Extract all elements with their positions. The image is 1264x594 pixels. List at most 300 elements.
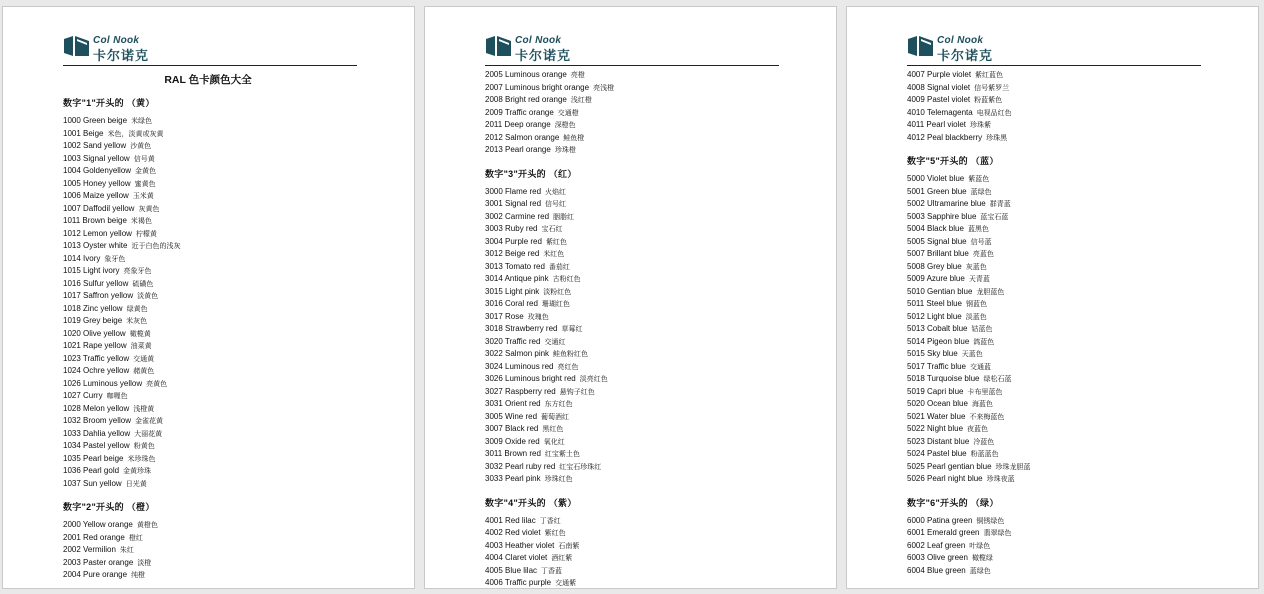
color-list	[63, 519, 363, 582]
color-chinese-name: 夜蓝色	[967, 425, 989, 433]
color-code-name: 2001 Red orange	[63, 532, 125, 542]
color-chinese-name: 铜锈绿色	[976, 516, 1005, 525]
color-list-item	[485, 69, 785, 82]
color-chinese-name: 鸽蓝色	[973, 337, 995, 346]
color-code-name: 1002 Sand yellow	[63, 141, 127, 150]
color-code-name: 4004 Claret violet	[485, 553, 548, 562]
color-code-name: 1028 Melon yellow	[63, 403, 130, 413]
color-chinese-name: 淡亮红色	[579, 375, 608, 383]
color-code-name: 3014 Antique pink	[485, 274, 549, 283]
color-code-name: 1001 Beige	[63, 128, 104, 138]
color-code-name: 3013 Tomato red	[485, 261, 545, 271]
color-chinese-name: 金雀花黄	[135, 417, 164, 425]
color-list-item	[63, 228, 363, 241]
color-chinese-name: 信号蓝	[970, 237, 992, 246]
section-heading: 数字"1"开头的 （黄）	[63, 98, 155, 108]
color-code-name: 2003 Paster orange	[63, 557, 134, 567]
color-code-name: 6003 Olive green	[907, 553, 968, 562]
color-list-item	[907, 423, 1207, 436]
color-chinese-name: 胭脂红	[553, 212, 575, 221]
color-code-name: 1014 Ivory	[63, 253, 101, 263]
brand-mark-icon	[63, 35, 90, 57]
color-sections	[907, 69, 1207, 577]
color-chinese-name: 绿松石蓝	[983, 375, 1012, 383]
color-code-name: 5000 Violet blue	[907, 174, 965, 183]
color-code-name: 6000 Patina green	[907, 515, 973, 525]
color-code-name: 5011 Steel blue	[907, 299, 963, 308]
color-list-item	[63, 532, 363, 545]
color-list	[907, 69, 1207, 144]
color-code-name: 3032 Pearl ruby red	[485, 461, 556, 471]
color-chinese-name: 翡翠绿色	[983, 529, 1012, 537]
color-list-item	[485, 473, 785, 486]
color-chinese-name: 信号紫罗兰	[974, 83, 1010, 92]
color-chinese-name: 亮蓝色	[972, 250, 994, 258]
color-chinese-name: 淡粉红色	[543, 287, 572, 296]
color-chinese-name: 紫红色	[544, 529, 566, 537]
color-list-item	[907, 540, 1207, 553]
color-chinese-name: 橄榄绿	[971, 554, 993, 562]
brand-name-cn: 卡尔诺克	[515, 49, 572, 64]
document-page-1	[2, 6, 415, 589]
color-chinese-name: 东方红色	[544, 400, 573, 408]
color-chinese-name: 丁香蓝	[541, 566, 563, 575]
color-code-name: 1018 Zinc yellow	[63, 303, 123, 313]
color-code-name: 5019 Capri blue	[907, 386, 964, 396]
color-code-name: 5014 Pigeon blue	[907, 336, 970, 346]
color-list-item	[63, 415, 363, 428]
color-code-name: 3003 Ruby red	[485, 224, 538, 233]
color-code-name: 4002 Red violet	[485, 528, 541, 537]
color-list-item	[63, 328, 363, 341]
color-list-item	[485, 119, 785, 132]
color-chinese-name: 灰蓝色	[965, 262, 987, 271]
color-code-name: 1019 Grey beige	[63, 316, 123, 325]
section-gap	[907, 144, 1207, 150]
color-chinese-name: 粉蓝紫色	[974, 96, 1003, 104]
color-chinese-name: 淡蓝色	[965, 312, 987, 321]
color-code-name: 5018 Turquoise blue	[907, 374, 980, 383]
color-list-item	[907, 336, 1207, 349]
document-page-3	[846, 6, 1259, 589]
color-chinese-name: 日光黄	[125, 479, 147, 488]
color-chinese-name: 亮浅橙	[593, 83, 615, 92]
color-list-item	[907, 94, 1207, 107]
color-code-name: 3027 Raspberry red	[485, 386, 556, 396]
color-chinese-name: 金黄珍珠	[123, 467, 152, 475]
color-code-name: 6004 Blue green	[907, 565, 966, 575]
color-chinese-name: 玉米黄	[132, 192, 154, 200]
color-code-name: 1003 Signal yellow	[63, 153, 130, 163]
color-list-item	[907, 273, 1207, 286]
color-code-name: 5005 Signal blue	[907, 236, 967, 246]
color-chinese-name: 蜜黄色	[134, 179, 156, 188]
color-list-item	[485, 273, 785, 286]
section-heading: 数字"6"开头的 （绿）	[907, 497, 999, 508]
color-chinese-name: 淡橙	[137, 558, 152, 567]
color-chinese-name: 古粉红色	[552, 275, 581, 283]
color-chinese-name: 大丽花黄	[134, 429, 163, 438]
color-list-item	[63, 190, 363, 203]
color-code-name: 3011 Brown red	[485, 449, 541, 458]
color-chinese-name: 橄榄黄	[129, 329, 151, 338]
color-chinese-name: 宝石红	[541, 225, 563, 233]
color-list-item	[907, 386, 1207, 399]
color-chinese-name: 珍珠龙胆蓝	[995, 462, 1031, 471]
color-code-name: 2005 Luminous orange	[485, 70, 567, 79]
color-chinese-name: 珍珠红色	[544, 475, 573, 483]
color-sections	[63, 96, 363, 582]
color-list-item	[907, 565, 1207, 578]
color-chinese-name: 深橙色	[554, 121, 576, 129]
color-list-item	[907, 473, 1207, 486]
color-list-item	[485, 94, 785, 107]
color-code-name: 6002 Leaf green	[907, 540, 966, 550]
color-list-item	[485, 515, 785, 528]
color-list-item	[907, 527, 1207, 540]
color-code-name: 2012 Salmon orange	[485, 132, 560, 142]
color-list-item	[485, 311, 785, 324]
color-chinese-name: 粉黄色	[133, 442, 155, 450]
color-list-item	[485, 461, 785, 474]
color-chinese-name: 柠檬黄	[135, 229, 157, 238]
color-code-name: 3016 Coral red	[485, 299, 538, 308]
color-code-name: 5013 Cobalt blue	[907, 324, 968, 333]
color-code-name: 3031 Orient red	[485, 399, 541, 408]
color-code-name: 3018 Strawberry red	[485, 324, 558, 333]
color-chinese-name: 黑红色	[542, 425, 564, 433]
color-chinese-name: 天蓝色	[961, 350, 983, 358]
color-chinese-name: 硫磺色	[132, 279, 154, 288]
color-code-name: 5024 Pastel blue	[907, 449, 967, 458]
color-code-name: 5003 Sapphire blue	[907, 211, 977, 221]
color-list-item	[907, 261, 1207, 274]
section-gap	[485, 486, 785, 492]
color-list-item	[907, 248, 1207, 261]
color-code-name: 4003 Heather violet	[485, 540, 555, 550]
color-chinese-name: 珍珠橙	[554, 146, 576, 154]
color-list-item	[485, 540, 785, 553]
color-list-item	[907, 448, 1207, 461]
color-chinese-name: 冷蓝色	[973, 437, 995, 446]
color-list-item	[907, 552, 1207, 565]
color-chinese-name: 红宝石珍珠红	[559, 462, 602, 471]
color-list	[63, 115, 363, 490]
color-chinese-name: 海蓝色	[971, 400, 993, 408]
color-chinese-name: 电视品红色	[976, 108, 1012, 117]
header-rule	[63, 65, 357, 66]
color-chinese-name: 米褐色	[130, 217, 152, 225]
color-list-item	[485, 261, 785, 274]
color-code-name: 1006 Maize yellow	[63, 191, 129, 200]
color-code-name: 1016 Sulfur yellow	[63, 278, 129, 288]
color-code-name: 4011 Pearl violet	[907, 120, 966, 129]
color-code-name: 3033 Pearl pink	[485, 474, 541, 483]
color-code-name: 2008 Bright red orange	[485, 95, 567, 104]
color-list-item	[485, 448, 785, 461]
color-chinese-name: 鲑鱼橙	[563, 133, 585, 142]
color-code-name: 1013 Oyster white	[63, 241, 128, 250]
color-list-item	[907, 211, 1207, 224]
color-list-item	[485, 361, 785, 374]
brand-name-en: Col Nook	[515, 35, 562, 46]
color-code-name: 4009 Pastel violet	[907, 95, 971, 104]
color-list-item	[485, 373, 785, 386]
color-code-name: 4008 Signal violet	[907, 82, 971, 92]
color-list-item	[485, 107, 785, 120]
color-code-name: 3026 Luminous bright red	[485, 374, 576, 383]
color-chinese-name: 亮黄色	[146, 379, 168, 388]
color-chinese-name: 米红色	[543, 250, 565, 258]
color-chinese-name: 葡萄酒红	[541, 412, 570, 421]
color-chinese-name: 钢蓝色	[966, 300, 988, 308]
color-chinese-name: 蓝绿色	[969, 566, 991, 575]
color-code-name: 5015 Sky blue	[907, 349, 958, 358]
color-code-name: 5022 Night blue	[907, 424, 964, 433]
color-chinese-name: 米灰色	[126, 317, 148, 325]
color-list-item	[907, 236, 1207, 249]
color-code-name: 2000 Yellow orange	[63, 520, 133, 529]
color-list-item	[485, 82, 785, 95]
color-code-name: 6001 Emerald green	[907, 528, 980, 537]
color-list-item	[485, 336, 785, 349]
color-code-name: 5010 Gentian blue	[907, 286, 973, 296]
section-gap	[63, 490, 363, 496]
color-chinese-name: 交通红	[544, 337, 566, 346]
color-list-item	[63, 153, 363, 166]
color-list-item	[63, 115, 363, 128]
color-chinese-name: 蓝宝石蓝	[980, 212, 1009, 221]
color-chinese-name: 亮红色	[557, 362, 579, 371]
color-list	[485, 186, 785, 486]
color-code-name: 1020 Olive yellow	[63, 328, 126, 338]
color-list-item	[63, 290, 363, 303]
color-code-name: 1035 Pearl beige	[63, 453, 124, 463]
color-chinese-name: 氧化红	[543, 437, 565, 446]
color-chinese-name: 交通紫	[555, 579, 577, 587]
color-chinese-name: 群青蓝	[989, 200, 1011, 208]
color-list	[485, 515, 785, 590]
color-code-name: 3005 Wine red	[485, 411, 538, 421]
color-list-item	[63, 569, 363, 582]
color-chinese-name: 米珍珠色	[127, 454, 156, 463]
color-list-item	[907, 132, 1207, 145]
color-chinese-name: 丁香红	[539, 516, 561, 525]
section-heading: 数字"4"开头的 （紫）	[485, 497, 577, 508]
color-list-item	[63, 178, 363, 191]
color-list-item	[907, 198, 1207, 211]
color-code-name: 1023 Traffic yellow	[63, 353, 130, 363]
color-list-item	[63, 165, 363, 178]
color-list-item	[907, 223, 1207, 236]
color-list-item	[485, 223, 785, 236]
color-code-name: 3002 Carmine red	[485, 211, 550, 221]
color-list-item	[907, 186, 1207, 199]
color-code-name: 1021 Rape yellow	[63, 341, 127, 350]
color-chinese-name: 红宝紫土色	[544, 450, 580, 458]
color-chinese-name: 珍珠夜蓝	[986, 475, 1015, 483]
color-code-name: 4001 Red lilac	[485, 515, 536, 525]
color-chinese-name: 米色，淡黄或灰黄	[107, 129, 164, 138]
color-code-name: 1032 Broom yellow	[63, 416, 132, 425]
color-chinese-name: 朱红	[119, 546, 134, 554]
color-code-name: 1012 Lemon yellow	[63, 228, 132, 238]
color-chinese-name: 卡布里蓝色	[967, 387, 1003, 396]
color-list-item	[485, 552, 785, 565]
brand-name-cn: 卡尔诺克	[937, 49, 994, 64]
color-code-name: 4007 Purple violet	[907, 70, 972, 79]
color-list-item	[485, 144, 785, 157]
color-list-item	[485, 248, 785, 261]
color-chinese-name: 玫瑰色	[527, 312, 549, 321]
color-chinese-name: 近于白色的浅灰	[131, 242, 181, 250]
color-code-name: 5025 Pearl gentian blue	[907, 461, 992, 471]
color-chinese-name: 淡黄色	[137, 292, 159, 300]
color-code-name: 1015 Light ivory	[63, 266, 120, 275]
color-chinese-name: 橙红	[128, 533, 143, 542]
color-chinese-name: 亮象牙色	[123, 267, 152, 275]
color-code-name: 1017 Saffron yellow	[63, 291, 134, 300]
color-chinese-name: 悬钩子红色	[559, 387, 595, 396]
color-list-item	[63, 203, 363, 216]
header-rule	[907, 65, 1201, 66]
color-chinese-name: 紫红色	[545, 237, 567, 246]
color-chinese-name: 蓝黑色	[967, 225, 989, 233]
color-list-item	[485, 348, 785, 361]
color-chinese-name: 沙黄色	[130, 142, 152, 150]
color-list-item	[485, 186, 785, 199]
color-list-item	[907, 69, 1207, 82]
brand-mark-icon	[485, 35, 512, 57]
color-list-item	[485, 211, 785, 224]
color-chinese-name: 亮橙	[570, 71, 585, 79]
color-chinese-name: 不来梅蓝色	[969, 412, 1005, 421]
color-list-item	[907, 461, 1207, 474]
color-code-name: 5009 Azure blue	[907, 274, 965, 283]
color-code-name: 3009 Oxide red	[485, 436, 540, 446]
color-code-name: 3024 Luminous red	[485, 361, 554, 371]
color-code-name: 3000 Flame red	[485, 186, 542, 196]
color-chinese-name: 珊瑚红色	[541, 300, 570, 308]
color-list-item	[485, 398, 785, 411]
color-list-item	[907, 361, 1207, 374]
color-chinese-name: 信号红	[545, 200, 567, 208]
color-list-item	[63, 403, 363, 416]
color-code-name: 3012 Beige red	[485, 249, 540, 258]
color-code-name: 2013 Pearl orange	[485, 145, 551, 154]
color-list-item	[63, 215, 363, 228]
color-list-item	[63, 544, 363, 557]
color-list-item	[63, 353, 363, 366]
color-list-item	[485, 236, 785, 249]
color-list-item	[63, 128, 363, 141]
color-chinese-name: 赭黄色	[133, 367, 155, 375]
color-list-item	[63, 315, 363, 328]
color-chinese-name: 天青蓝	[968, 275, 990, 283]
color-list-item	[907, 411, 1207, 424]
color-list-item	[907, 298, 1207, 311]
color-list-item	[485, 386, 785, 399]
color-code-name: 4006 Traffic purple	[485, 578, 552, 587]
color-chinese-name: 番茄红	[548, 262, 570, 271]
color-code-name: 1024 Ochre yellow	[63, 366, 130, 375]
color-code-name: 2002 Vermilion	[63, 545, 116, 554]
color-code-name: 2007 Luminous bright orange	[485, 82, 590, 92]
color-list-item	[485, 436, 785, 449]
document-title: RAL 色卡颜色大全	[164, 74, 252, 86]
header-rule	[485, 65, 779, 66]
color-list-item	[907, 373, 1207, 386]
color-chinese-name: 交通黄	[133, 354, 155, 363]
brand-name-cn: 卡尔诺克	[93, 49, 150, 64]
color-code-name: 5021 Water blue	[907, 411, 966, 421]
color-chinese-name: 石南紫	[558, 541, 580, 550]
color-code-name: 5017 Traffic blue	[907, 361, 967, 371]
color-list	[485, 69, 785, 157]
color-code-name: 1037 Sun yellow	[63, 478, 122, 488]
color-code-name: 1011 Brown beige	[63, 216, 127, 225]
color-list-item	[63, 340, 363, 353]
color-list-item	[907, 119, 1207, 132]
color-code-name: 5023 Distant blue	[907, 436, 970, 446]
color-chinese-name: 咖喱色	[106, 392, 128, 400]
color-list-item	[63, 390, 363, 403]
color-chinese-name: 纯橙	[131, 571, 146, 579]
color-list-item	[63, 453, 363, 466]
color-chinese-name: 鲑鱼粉红色	[553, 350, 589, 358]
color-chinese-name: 钴蓝色	[971, 325, 993, 333]
brand-name-en: Col Nook	[937, 35, 984, 46]
color-chinese-name: 金黄色	[135, 167, 157, 175]
color-sections	[485, 69, 785, 590]
section-heading: 数字"2"开头的 （橙）	[63, 502, 155, 512]
color-list-item	[63, 278, 363, 291]
color-code-name: 2004 Pure orange	[63, 570, 128, 579]
color-chinese-name: 黄橙色	[136, 521, 158, 529]
color-code-name: 5026 Pearl night blue	[907, 474, 983, 483]
color-list-item	[63, 365, 363, 378]
color-code-name: 5004 Black blue	[907, 224, 964, 233]
color-list-item	[485, 565, 785, 578]
color-chinese-name: 酒红紫	[551, 554, 573, 562]
color-list-item	[63, 440, 363, 453]
color-list-item	[907, 323, 1207, 336]
color-code-name: 1000 Green beige	[63, 116, 128, 125]
page-body	[485, 69, 785, 590]
color-chinese-name: 紫红蓝色	[975, 71, 1004, 79]
color-chinese-name: 浅红橙	[570, 96, 592, 104]
color-chinese-name: 米绿色	[131, 117, 153, 125]
color-code-name: 2009 Traffic orange	[485, 107, 554, 117]
color-chinese-name: 交通蓝	[970, 362, 992, 371]
color-code-name: 5020 Ocean blue	[907, 399, 968, 408]
color-list	[907, 173, 1207, 486]
color-code-name: 1027 Curry	[63, 391, 103, 400]
color-list-item	[63, 303, 363, 316]
color-chinese-name: 蓝绿色	[970, 187, 992, 196]
color-code-name: 3001 Signal red	[485, 199, 542, 208]
color-list-item	[63, 265, 363, 278]
color-list-item	[485, 411, 785, 424]
color-code-name: 4010 Telemagenta	[907, 107, 973, 117]
color-list	[907, 515, 1207, 578]
color-list-item	[907, 311, 1207, 324]
color-code-name: 1026 Luminous yellow	[63, 378, 143, 388]
color-list-item	[485, 423, 785, 436]
color-chinese-name: 象牙色	[104, 254, 126, 263]
color-list-item	[485, 298, 785, 311]
color-chinese-name: 粉蓝蓝色	[970, 450, 999, 458]
